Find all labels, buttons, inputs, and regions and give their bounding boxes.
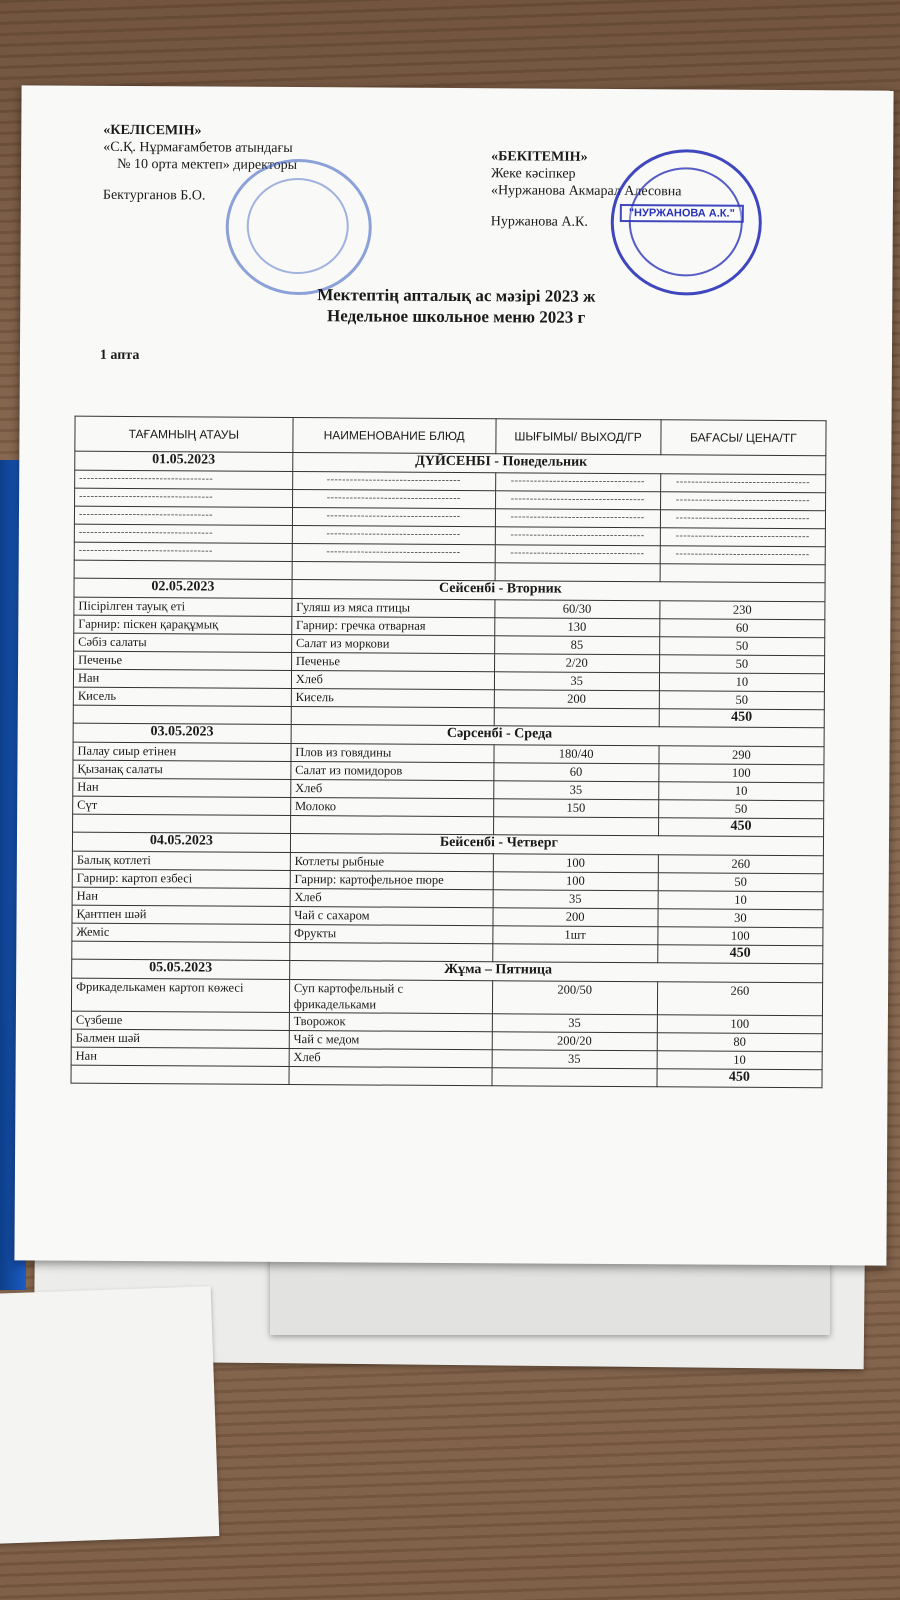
day-date: 02.05.2023 [74,578,292,598]
portion-grams: 35 [492,1014,657,1033]
total-row [71,1065,822,1088]
portion-grams: 200/20 [492,1032,657,1051]
dish-ru: Хлеб [290,889,493,908]
dish-kz: Жеміс [72,923,290,942]
empty-cell [495,563,660,582]
portion-grams: 35 [492,1050,657,1069]
dish-ru: Хлеб [289,1048,492,1067]
dish-ru: Плов из говядины [291,744,494,763]
portion-grams: 60/30 [494,600,659,619]
dish-kz: Нан [72,887,290,906]
price-tg: 30 [658,909,823,928]
dash-cell: ----------------------------------- [74,506,292,525]
dish-kz: Балмен шәй [71,1029,289,1048]
dish-kz: Кисель [73,687,291,706]
approve-line-3: Нуржанова А.К. [490,214,588,230]
portion-grams: 2/20 [494,654,659,673]
column-header: ШЫҒЫМЫ/ ВЫХОД/ГР [495,419,660,455]
portion-grams: 100 [493,872,658,891]
portion-grams: 1шт [492,926,657,945]
dash-cell: ----------------------------------- [660,492,825,511]
agree-title: «КЕЛІСЕМІН» [103,122,202,139]
agree-line-2: № 10 орта мектеп» директоры [117,156,298,174]
price-tg: 260 [657,982,822,1016]
dish-ru: Хлеб [291,780,494,799]
day-total: 450 [658,945,823,964]
price-tg: 260 [658,855,823,874]
empty-cell [660,564,825,583]
dash-cell: ----------------------------------- [292,526,495,545]
column-header: БАҒАСЫ/ ЦЕНА/ТГ [661,420,826,456]
price-tg: 50 [659,655,824,674]
portion-grams: 200 [493,908,658,927]
price-tg: 10 [657,1051,822,1070]
empty-cell [492,944,657,963]
dish-kz: Гарнир: картоп езбесі [72,869,290,888]
dash-cell: ----------------------------------- [292,508,495,527]
dash-cell: ----------------------------------- [495,527,660,546]
price-tg: 60 [660,619,825,638]
portion-grams: 35 [493,781,658,800]
portion-grams: 100 [493,854,658,873]
dish-kz: Фрикаделькамен картоп көжесі [71,978,289,1012]
dish-ru: Суп картофельный с фрикадельками [289,980,492,1014]
dish-kz: Нан [73,778,291,797]
week-label: 1 апта [99,347,140,364]
day-name: Жұма – Пятница [289,961,822,983]
day-name: Сәрсенбі - Среда [291,725,824,747]
day-name: Бейсенбі - Четверг [290,834,823,856]
price-tg: 100 [659,764,824,783]
dish-ru: Фрукты [290,925,493,944]
empty-cell [493,817,658,836]
dish-kz: Қантпен шәй [72,905,290,924]
dish-ru: Кисель [291,689,494,708]
price-tg: 100 [658,927,823,946]
menu-document-sheet [14,85,893,1265]
day-total: 450 [657,1069,822,1088]
empty-cell [71,1065,289,1084]
price-tg: 100 [657,1015,822,1034]
portion-grams: 85 [494,636,659,655]
portion-grams: 200 [494,690,659,709]
dish-kz: Сәбіз салаты [74,633,292,652]
dish-ru: Хлеб [291,671,494,690]
dish-ru: Салат из помидоров [291,762,494,781]
dash-cell: ----------------------------------- [660,528,825,547]
empty-cell [72,941,290,960]
day-name: ДҮЙСЕНБІ - Понедельник [293,453,826,475]
price-tg: 50 [659,637,824,656]
dash-cell: ----------------------------------- [292,472,495,491]
day-date: 03.05.2023 [73,723,291,743]
empty-cell [291,707,494,726]
dish-ru: Гарнир: гречка отварная [292,617,495,636]
price-tg: 50 [658,800,823,819]
approve-line-2: «Нуржанова Акмарал Алесовна [490,183,682,200]
empty-cell [290,816,493,835]
portion-grams: 150 [493,799,658,818]
dash-cell: ----------------------------------- [74,524,292,543]
dash-cell: ----------------------------------- [495,473,660,492]
empty-cell [73,814,291,833]
title-ru: Недельное школьное меню 2023 г [326,306,586,327]
agree-line-3: Бектурганов Б.О. [102,187,206,204]
dash-cell: ----------------------------------- [74,542,292,561]
dash-cell: ----------------------------------- [495,545,660,564]
price-tg: 50 [659,691,824,710]
empty-cell [73,705,291,724]
dash-cell: ----------------------------------- [660,510,825,529]
stamp-name: "НУРЖАНОВА А.К." [620,204,744,223]
dish-ru: Творожок [289,1012,492,1031]
dash-cell: ----------------------------------- [660,474,825,493]
empty-cell [289,1066,492,1085]
dish-kz: Пісірілген тауық еті [74,597,292,616]
price-tg: 10 [658,891,823,910]
dash-cell: ----------------------------------- [75,488,293,507]
dish-kz: Палау сиыр етінен [73,742,291,761]
column-header: ТАҒАМНЫҢ АТАУЫ [75,416,293,452]
portion-grams: 35 [494,672,659,691]
dish-kz: Сүт [73,796,291,815]
dish-kz: Сүзбеше [71,1011,289,1030]
portion-grams: 200/50 [492,981,657,1015]
dish-ru: Котлеты рыбные [290,853,493,872]
dish-kz: Нан [71,1047,289,1066]
day-total: 450 [658,818,823,837]
day-date: 05.05.2023 [72,959,290,979]
agree-line-1: «С.Қ. Нұрмағамбетов атындағы [103,139,293,157]
dish-ru: Гарнир: картофельное пюре [290,871,493,890]
dish-kz: Печенье [74,651,292,670]
entrepreneur-seal-stamp [610,149,762,296]
day-name: Сейсенбі - Вторник [292,580,825,602]
portion-grams: 60 [493,763,658,782]
dash-cell: ----------------------------------- [292,544,495,563]
price-tg: 80 [657,1033,822,1052]
dish-kz: Гарнир: піскен қарақұмық [74,615,292,634]
price-tg: 230 [660,601,825,620]
dash-cell: ----------------------------------- [660,546,825,565]
price-tg: 10 [659,782,824,801]
dash-cell: ----------------------------------- [292,490,495,509]
portion-grams: 180/40 [494,745,659,764]
dish-ru: Чай с медом [289,1030,492,1049]
dash-cell: ----------------------------------- [495,509,660,528]
day-total: 450 [659,709,824,728]
empty-cell [494,708,659,727]
dish-kz: Қызанақ салаты [73,760,291,779]
approve-line-1: Жеке кәсіпкер [491,166,576,182]
dish-ru: Гуляш из мяса птицы [292,599,495,618]
table-header-row [75,416,826,456]
empty-cell [492,1068,657,1087]
loose-paper [0,1286,219,1544]
table-row [71,978,822,1016]
price-tg: 50 [658,873,823,892]
dish-kz: Нан [73,669,291,688]
day-date: 01.05.2023 [75,451,293,471]
day-date: 04.05.2023 [72,832,290,852]
menu-table [70,416,826,1089]
portion-grams: 35 [493,890,658,909]
approve-title: «БЕКІТЕМІН» [491,149,588,165]
price-tg: 290 [659,746,824,765]
price-tg: 10 [659,673,824,692]
dish-ru: Молоко [290,798,493,817]
column-header: НАИМЕНОВАНИЕ БЛЮД [293,418,496,454]
portion-grams: 130 [494,618,659,637]
dish-ru: Чай с сахаром [290,907,493,926]
school-seal-stamp [225,159,372,296]
dish-kz: Балық котлеті [72,851,290,870]
dash-cell: ----------------------------------- [495,491,660,510]
dish-ru: Печенье [291,653,494,672]
dash-cell: ----------------------------------- [75,470,293,489]
dish-ru: Салат из моркови [291,635,494,654]
title-kz: Мектептің апталық ас мәзірі 2023 ж [317,285,596,306]
empty-cell [292,562,495,581]
empty-cell [74,560,292,579]
empty-cell [290,943,493,962]
